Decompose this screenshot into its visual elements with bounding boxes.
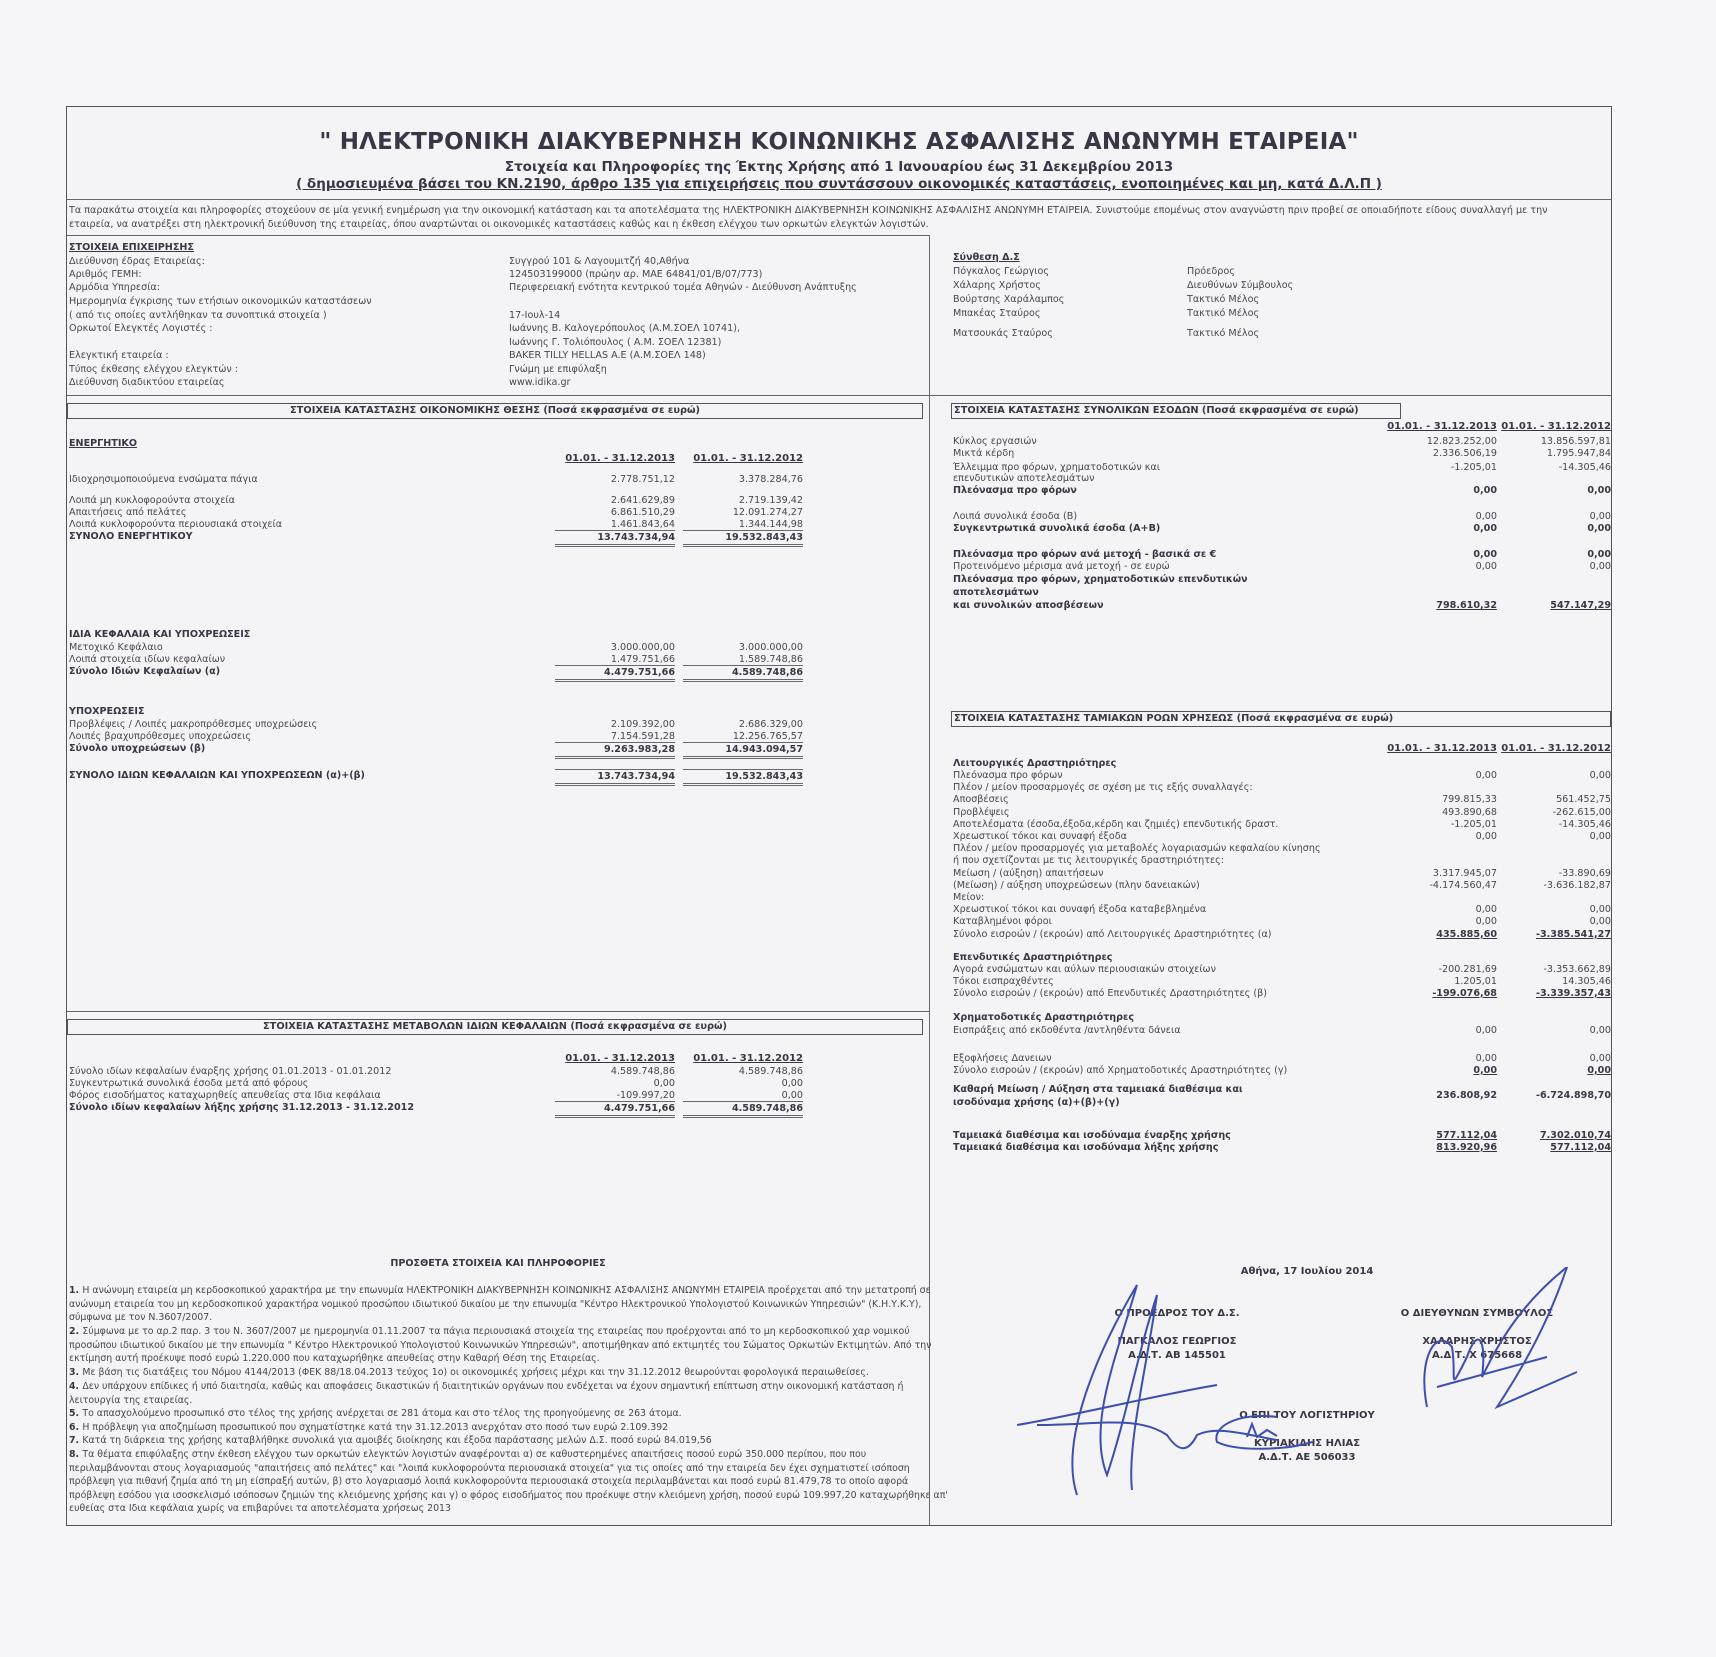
note-item [69,1284,949,1325]
equity-changes-title: ΣΤΟΙΧΕΙΑ ΚΑΤΑΣΤΑΣΗΣ ΜΕΤΑΒΟΛΩΝ ΙΔΙΩΝ ΚΕΦΑΛΑΙΩΝ (Ποσά εκφρασμένα σε ευρώ) [67,1019,923,1035]
note-number: 7. [69,1435,83,1446]
signatory-role: Ο ΕΠΙ ΤΟΥ ΛΟΓΙΣΤΗΡΙΟΥ [1239,1410,1375,1421]
note-item [69,1407,949,1421]
investing-row-label: Τόκοι εισπραχθέντες [953,975,1054,987]
ebitda-label: και συνολικών αποσβέσεων [953,600,1104,611]
operating-total-value-2012: -3.385.541,27 [1536,928,1611,940]
asset-row-value-2013: 6.861.510,29 [610,507,675,518]
equity-changes-column-header-2013: 01.01. - 31.12.2013 [565,1053,675,1064]
notes-title: ΠΡΟΣΘΕΤΑ ΣΤΟΙΧΕΙΑ ΚΑΙ ΠΛΗΡΟΦΟΡΙΕΣ [390,1258,606,1269]
cash-opening-value-2012: 7.302.010,74 [1539,1129,1611,1141]
equity-change-row-label: Συγκεντρωτικά συνολικά έσοδα μετά από φόρους [69,1078,309,1089]
divider [67,199,1611,200]
document-title: " ΗΛΕΚΤΡΟΝΙΚΗ ΔΙΑΚΥΒΕΡΝΗΣΗ ΚΟΙΝΩΝΙΚΗΣ ΑΣΦΑΛΙΣΗΣ ΑΝΩΝΥΜΗ ΕΤΑΙΡΕΙΑ" [319,129,1359,155]
operating-row-label: Πλέον / μείον προσαρμογές σε σχέση με τις εξής συναλλαγές: [953,782,1253,794]
cash-closing-value-2012: 577.112,04 [1550,1141,1611,1153]
note-number: 2. [69,1326,83,1337]
operating-row-label: Χρεωστικοί τόκοι και συναφή έξοδα καταβεβλημένα [953,904,1207,916]
signatory-id: Α.Δ.Τ. ΑΕ 506033 [1258,1452,1356,1463]
liability-row-label: Λοιπές βραχυπρόθεσμες υποχρεώσεις [69,731,251,742]
operating-row-label: Μείον: [953,892,985,903]
liability-row-value-2012: 2.686.329,00 [738,719,803,730]
company-info-value: 17-Ιουλ-14 [509,310,561,321]
intro-line: εταιρεία, να ανατρέξει στη ηλεκτρονική διεύθυνση της εταιρείας, όπου αναρτώνται οι οικονομικές καταστάσεις καθώς και η έκθεση ελέγχου των ορκωτών ελεγκτών λογιστών. [69,219,929,230]
operating-row-label: Χρεωστικοί τόκοι και συναφή έξοδα [953,831,1127,842]
signatory-id: Α.Δ.Τ. ΑΒ 145501 [1128,1350,1226,1361]
operating-row-label: Πλεόνασμα προ φόρων [953,770,1063,781]
note-item [69,1325,949,1366]
income-row-value-2012: 1.795.947,84 [1546,448,1611,459]
investing-row-value-2012: 14.305,46 [1562,975,1611,987]
note-text: Σύμφωνα με το αρ.2 παρ. 3 του Ν. 3607/2007 με ημερομηνία 01.11.2007 τα πάγια περιουσιακά στοιχεία της εταιρείας που προέρχονται από το μη κερδοσκοπικού χαρ νομικού προσώπου ιδιωτικού δικαίου με την επωνυμία " Κέντρο Ηλεκτρονικού Υπολογιστού Κοινωνικών Υπηρεσιών", αποτιμήθηκαν από εκτιμητές του Σώματος Ορκωτών Εκτιμητών. Από την εκτίμηση αυτή προέκυψε ποσό ευρώ 1.220.000 που καταχωρήθηκε απευθείας στην Καθαρή Θέση της Εταιρείας. [69,1326,932,1365]
chairman-signature-scribble [1017,1275,1277,1505]
assets-total-label: ΣΥΝΟΛΟ ΕΝΕΡΓΗΤΙΚΟΥ [69,531,193,542]
cashflow-column-header-2013: 01.01. - 31.12.2013 [1387,743,1497,754]
equity-row-value-2013: 1.479.751,66 [610,654,675,665]
assets-total-value-2013: 13.743.734,94 [555,530,675,547]
equity-change-row-value-2012: 0,00 [781,1090,803,1101]
investing-total-label: Σύνολο εισροών / (εκροών) από Επενδυτικές Δραστηριότητες (β) [953,987,1267,999]
financing-row-value-2013: 0,00 [1475,1024,1497,1036]
operating-row-label: Μείωση / (αύξηση) απαιτήσεων [953,867,1104,879]
asset-row-value-2012: 2.719.139,42 [738,495,803,506]
equity-row-value-2012: 3.000.000,00 [738,642,803,653]
board-member-role: Πρόεδρος [1187,266,1235,277]
divider [67,235,929,236]
operating-row-value-2012: 0,00 [1589,831,1611,842]
signatory-role: Ο ΠΡΟΕΔΡΟΣ ΤΟΥ Δ.Σ. [1114,1308,1240,1319]
cash-opening-value-2013: 577.112,04 [1436,1129,1497,1141]
divider [929,395,1611,396]
equity-row-value-2012: 1.589.748,86 [738,654,803,665]
income-row-value-2013: 2.336.506,19 [1432,448,1497,459]
liabilities-total-value-2013: 9.263.983,28 [555,742,675,759]
note-item [69,1421,949,1435]
equity-change-row-value-2013: -109.997,20 [616,1090,675,1101]
note-text: Με βάση τις διατάξεις του Νόμου 4144/2013 (ΦΕΚ 88/18.04.2013 τεύχος 1ο) οι οικονομικές χρήσεις μέχρι και την 31.12.2012 θεωρούνται φορολογικά περαιωθείσες. [82,1367,869,1378]
income-column-header-2012: 01.01. - 31.12.2012 [1501,421,1611,432]
board-member-name: Πόγκαλος Γεώργιος [953,266,1050,277]
signatory-name: ΠΑΓΚΑΛΟΣ ΓΕΩΡΓΙΟΣ [1117,1336,1237,1347]
investing-total-value-2012: -3.339.357,43 [1536,987,1611,999]
cashflow-title: ΣΤΟΙΧΕΙΑ ΚΑΤΑΣΤΑΣΗΣ ΤΑΜΙΑΚΩΝ ΡΟΩΝ ΧΡΗΣΕΩΣ (Ποσά εκφρασμένα σε ευρώ) [951,711,1611,727]
asset-row-value-2013: 2.641.629,89 [610,495,675,506]
note-text: Το απασχολούμενο προσωπικό στο τέλος της χρήσης ανέρχεται σε 281 άτομα και στο τέλος της προηγούμενης σε 263 άτομα. [82,1408,682,1419]
cash-closing-value-2013: 813.920,96 [1436,1141,1497,1153]
signatory-name: ΧΑΛΑΡΗΣ ΧΡΗΣΤΟΣ [1422,1336,1532,1347]
board-member-name: Μπακέας Σταύρος [953,308,1041,319]
ebitda-value-2012: 547.147,29 [1550,600,1611,611]
asset-row-label: Ιδιοχρησιμοποιούμενα ενσώματα πάγια [69,474,258,485]
equity-row-label: Μετοχικό Κεφάλαιο [69,642,163,653]
investing-row-value-2013: 1.205,01 [1454,975,1497,987]
company-info-label: Ημερομηνία έγκρισης των ετήσιων οικονομικών καταστάσεων [69,296,372,307]
note-text: Κατά τη διάρκεια της χρήσης καταβλήθηκε συνολικά για αμοιβές διοίκησης και έξοδα παράστασης μελών Δ.Σ. ποσό ευρώ 84.019,56 [82,1435,712,1446]
income-row-value-2012: 0,00 [1589,561,1611,572]
operating-row-label: Πλέον / μείον προσαρμογές για μεταβολές λογαριασμών κεφαλαίου κίνησης [953,843,1321,855]
equity-change-row-value-2012: 0,00 [781,1078,803,1089]
income-row-value-2013: 0,00 [1475,511,1497,522]
income-row-value-2013: 0,00 [1475,561,1497,572]
grand-total-value-2013: 13.743.734,94 [555,769,675,786]
assets-total-value-2012: 19.532.843,43 [683,530,803,547]
company-info-value: www.idika.gr [509,377,571,388]
operating-row-value-2012: 561.452,75 [1556,794,1611,806]
note-text: Η πρόβλεψη για αποζημίωση προσωπικού που σχηματίστηκε κατά την 31.12.2013 ανερχόταν στο ποσό των ευρώ 2.109.392 [82,1422,669,1433]
cash-opening-label: Ταμειακά διαθέσιμα και ισοδύναμα έναρξης χρήσης [953,1129,1231,1141]
financing-row-value-2012: 0,00 [1589,1024,1611,1036]
board-member-role: Τακτικό Μέλος [1187,308,1260,319]
company-info-label: Αριθμός ΓΕΜΗ: [69,269,142,280]
investing-row-label: Αγορά ενσώματων και αύλων περιουσιακών στοιχείων [953,963,1216,975]
income-row-label: Πλεόνασμα προ φόρων [953,485,1077,496]
divider [67,395,929,396]
investing-heading: Επενδυτικές Δραστηριότηρες [953,951,1113,963]
company-info-value: 124503199000 (πρώην αρ. ΜΑΕ 64841/01/Β/07/773) [509,269,763,280]
board-member-role: Τακτικό Μέλος [1187,294,1260,305]
operating-row-value-2012: -3.636.182,87 [1543,879,1611,891]
operating-row-value-2012: 0,00 [1589,904,1611,916]
company-info-label: Τύπος έκθεσης ελέγχου ελεγκτών : [69,364,239,375]
operating-row-label: Προβλέψεις [953,806,1010,818]
place-date: Αθήνα, 17 Ιουλίου 2014 [1240,1266,1374,1277]
note-item [69,1434,949,1448]
signatory-name: ΚΥΡΙΑΚΙΔΗΣ ΗΛΙΑΣ [1253,1438,1361,1449]
asset-row-value-2012: 1.344.144,98 [738,519,803,530]
company-info-label: Αρμόδια Υπηρεσία: [69,282,160,293]
document-subtitle: Στοιχεία και Πληροφορίες της Έκτης Χρήσης από 1 Ιανουαρίου έως 31 Δεκεμβρίου 2013 [504,159,1174,175]
equity-row-label: Λοιπά στοιχεία ιδίων κεφαλαίων [69,654,226,665]
signatory-id: Α.Δ.Τ. Χ 675668 [1431,1350,1523,1361]
investing-row-value-2013: -200.281,69 [1438,963,1497,975]
note-item [69,1448,949,1516]
operating-row-value-2013: 493.890,68 [1442,806,1497,818]
financing-total-value-2013: 0,00 [1473,1064,1497,1076]
investing-row-value-2012: -3.353.662,89 [1543,963,1611,975]
asset-row-label: Απαιτήσεις από πελάτες [69,507,187,518]
financing-total-value-2012: 0,00 [1587,1064,1611,1076]
equity-total-value-2012: 4.589.748,86 [683,665,803,682]
note-text: Δεν υπάρχουν επίδικες ή υπό διαιτησία, καθώς και αποφάσεις δικαστικών ή διαιτητικών οργάνων που ενδέχεται να έχουν σημαντική επίπτωση στην οικονομική κατάσταση ή λειτουργία της εταιρείας. [69,1381,904,1406]
financing-row-value-2012: 0,00 [1589,1052,1611,1064]
financing-row-label: Εξοφλήσεις Δανειων [953,1052,1052,1064]
ebitda-value-2013: 798.610,32 [1436,600,1497,611]
income-row-label: Μικτά κέρδη [953,448,1015,459]
income-row-label: Προτεινόμενο μέρισμα ανά μετοχή - σε ευρώ [953,561,1170,572]
income-row-label: Κύκλος εργασιών [953,436,1037,447]
signatory-role: Ο ΔΙΕΥΘΥΝΩΝ ΣΥΜΒΟΥΛΟΣ [1400,1308,1554,1319]
liability-row-value-2013: 2.109.392,00 [610,719,675,730]
note-number: 1. [69,1285,83,1296]
operating-row-value-2013: -4.174.560,47 [1429,879,1497,891]
liabilities-total-value-2012: 14.943.094,57 [683,742,803,759]
note-item [69,1380,949,1407]
net-change-label: Καθαρή Μείωση / Αύξηση στα ταμειακά διαθέσιμα και [953,1083,1243,1095]
company-info-label: ( από τις οποίες αντλήθηκαν τα συνοπτικά στοιχεία ) [69,310,327,321]
company-info-value: Ιωάννης Γ. Τολιόπουλος ( Α.Μ. ΣΟΕΛ 12381) [509,337,722,348]
balance-sheet-column-header-2012: 01.01. - 31.12.2012 [693,453,803,464]
liability-row-value-2012: 12.256.765,57 [732,731,803,742]
financial-statement-document [66,106,1612,1526]
company-info-value: BAKER TILLY HELLAS A.E (Α.Μ.ΣΟΕΛ 148) [509,350,706,361]
equity-change-row-value-2013: 4.589.748,86 [610,1066,675,1077]
note-number: 3. [69,1367,83,1378]
company-info-label: Διεύθυνση διαδικτύου εταιρείας [69,377,225,388]
asset-row-value-2013: 1.461.843,64 [610,519,675,530]
assets-heading: ΕΝΕΡΓΗΤΙΚΟ [69,438,138,449]
operating-heading: Λειτουργικές Δραστηριότηρες [953,758,1117,769]
note-text: Τα θέματα επιφύλαξης στην έκθεση ελέγχου των ορκωτών ελεγκτών λογιστών αναφέρονται α) σε καθυστερημένες απαιτήσεις ποσού ευρώ 350.000 περίπου, που που περιλαμβάνονται στους λογαριασμούς "απαιτήσεις από πελάτες" και "λοιπά κυκλοφορούντα περιουσιακά στοιχεία" για τις οποίες από την εταιρεία δεν έχει σχηματιστεί ισόποση πρόβλεψη για πιθανή ζημία από τη μη είσπραξή αυτών, β) στο λογαριασμό λοιπά κυκλοφορούντα περιουσιακά στοιχεία περιλαμβάνεται και ποσό ευρώ 81.479,78 το οποίο αφορά πρόβλεψη εσόδου για ισοσκελισμό ισόποσων ζημιών της κλειόμενης χρήσης και γ) ο φόρος εισοδήματος που προέκυψε στην κλειόμενη χρήση, ποσού ευρώ 109.997,20 καταχωρήθηκε απ' ευθείας στα Ιδια κεφάλαια χωρίς να επιβαρύνει τα αποτελέσματα χρήσεως 2013 [69,1449,948,1515]
operating-row-value-2013: 3.317.945,07 [1432,867,1497,879]
income-row-value-2013: 0,00 [1473,485,1497,496]
operating-row-value-2012: -262.615,00 [1552,806,1611,818]
operating-row-value-2013: 0,00 [1475,904,1497,916]
operating-row-value-2013: 0,00 [1475,770,1497,781]
net-change-value-2012: -6.724.898,70 [1536,1089,1611,1101]
board-member-name: Βούρτσης Χαράλαμπος [953,294,1065,305]
financing-total-label: Σύνολο εισροών / (εκροών) από Χρηματοδοτικές Δραστηριότητες (γ) [953,1064,1288,1076]
operating-row-label: Αποσβέσεις [953,794,1009,806]
cashflow-column-header-2012: 01.01. - 31.12.2012 [1501,743,1611,754]
financing-row-value-2013: 0,00 [1475,1052,1497,1064]
operating-row-value-2013: -1.205,01 [1450,818,1497,830]
operating-row-value-2012: -33.890,69 [1558,867,1611,879]
income-row-value-2012: -14.305,46 [1558,462,1611,473]
operating-row-value-2012: 0,00 [1589,770,1611,781]
liability-row-value-2013: 7.154.591,28 [610,731,675,742]
net-change-value-2013: 236.808,92 [1436,1089,1497,1101]
liability-row-label: Προβλέψεις / Λοιπές μακροπρόθεσμες υποχρεώσεις [69,719,318,730]
operating-row-label: Αποτελέσματα (έσοδα,έξοδα,κέρδη και ζημιές) επενδυτικής δραστ. [953,818,1279,830]
liabilities-total-label: Σύνολο υποχρεώσεων (β) [69,743,206,754]
board-member-name: Χάλαρης Χρήστος [953,280,1041,291]
board-member-role: Τακτικό Μέλος [1187,328,1260,339]
income-row-value-2012: 0,00 [1589,511,1611,522]
note-number: 4. [69,1381,83,1392]
company-info-label: Ελεγκτική εταιρεία : [69,350,169,361]
company-info-value: Συγγρού 101 & Λαγουμιτζή 40,Αθήνα [509,256,690,267]
equity-changes-total-value-2012: 4.589.748,86 [683,1101,803,1118]
operating-row-value-2012: -14.305,46 [1558,818,1611,830]
equity-change-row-label: Σύνολο ιδίων κεφαλαίων έναρξης χρήσης 01.01.2013 - 01.01.2012 [69,1066,392,1077]
income-row-label: Λοιπά συνολικά έσοδα (Β) [953,511,1078,522]
board-member-name: Ματσουκάς Σταύρος [953,328,1053,339]
equity-total-label: Σύνολο Ιδιών Κεφαλαίων (α) [69,666,221,677]
ebitda-label: Πλεόνασμα προ φόρων, χρηματοδοτικών επενδυτικών [953,574,1248,585]
asset-row-label: Λοιπά μη κυκλοφορούντα στοιχεία [69,495,235,506]
financing-heading: Χρηματοδοτικές Δραστηριότηρες [953,1011,1135,1023]
operating-row-value-2013: 0,00 [1475,916,1497,928]
income-row-value-2013: 0,00 [1473,549,1497,560]
income-row-value-2013: 0,00 [1473,523,1497,534]
equity-total-value-2013: 4.479.751,66 [555,665,675,682]
operating-row-value-2013: 0,00 [1475,831,1497,842]
document-legal-basis: ( δημοσιευμένα βάσει του ΚΝ.2190, άρθρο 135 για επιχειρήσεις που συντάσσουν οικονομικές καταστάσεις, ενοποιημένες και μη, κατά Δ.Λ.Π ) [296,176,1382,192]
asset-row-value-2012: 3.378.284,76 [738,474,803,485]
operating-row-value-2013: 799.815,33 [1442,794,1497,806]
income-row-value-2012: 0,00 [1587,523,1611,534]
income-row-value-2012: 13.856.597,81 [1540,436,1611,447]
income-statement-title: ΣΤΟΙΧΕΙΑ ΚΑΤΑΣΤΑΣΗΣ ΣΥΝΟΛΙΚΩΝ ΕΣΟΔΩΝ (Ποσά εκφρασμένα σε ευρώ) [951,403,1401,419]
intro-line: Τα παρακάτω στοιχεία και πληροφορίες στοχεύουν σε μία γενική ενημέρωση για την οικονομική κατάσταση και τα αποτελέσματα της ΗΛΕΚΤΡΟΝΙΚΗ ΔΙΑΚΥΒΕΡΝΗΣΗ ΚΟΙΝΩΝΙΚΗΣ ΑΣΦΑΛΙΣΗΣ ΑΝΩΝΥΜΗ ΕΤΑΙΡΕΙΑ. Συνιστούμε επομένως στον αναγνώστη πριν προβεί σε οποιαδήποτε είδους συναλλαγή με την [69,205,1548,216]
note-text: Η ανώνυμη εταιρεία μη κερδοσκοπικού χαρακτήρα με την επωνυμία ΗΛΕΚΤΡΟΝΙΚΗ ΔΙΑΚΥΒΕΡΝΗΣΗ ΚΟΙΝΩΝΙΚΗΣ ΑΣΦΑΛΙΣΗΣ ΑΝΩΝΥΜΗ ΕΤΑΙΡΕΙΑ προέρχεται από την μετατροπή σε ανώνυμη εταιρεία του μη κερδοσκοπικού χαρακτήρα νομικού προσώπου ιδιωτικού δικαίου με την επωνυμία "Κέντρο Ηλεκτρονικού Υπολογιστού Κοινωνικών Υπηρεσιών" (Κ.Η.Υ.Κ.Υ), σύμφωνα με τον Ν.3607/2007. [69,1285,931,1324]
note-item [69,1366,949,1380]
income-row-label-cont: επενδυτικών αποτελεσμάτων [953,473,1095,484]
company-info-label: Ορκωτοί Ελεγκτές Λογιστές : [69,323,213,334]
income-row-label: Πλεόνασμα προ φόρων ανά μετοχή - βασικά σε € [953,549,1217,560]
income-row-label: Συγκεντρωτικά συνολικά έσοδα (Α+Β) [953,523,1161,534]
equity-change-row-label: Φόρος εισοδήματος καταχωρηθείς απευθείας στα Ιδια κεφάλαια [69,1090,381,1101]
accountant-signature-scribble [1207,1412,1317,1452]
board-heading: Σύνθεση Δ.Σ [953,252,1020,263]
liabilities-heading: ΥΠΟΧΡΕΩΣΕΙΣ [69,706,145,717]
asset-row-label: Λοιπά κυκλοφορούντα περιουσιακά στοιχεία [69,519,283,530]
company-info-label: Διεύθυνση έδρας Εταιρείας: [69,256,205,267]
intro-paragraph [69,204,1599,232]
equity-change-row-value-2013: 0,00 [653,1078,675,1089]
company-info-heading: ΣΤΟΙΧΕΙΑ ΕΠΙΧΕΙΡΗΣΗΣ [69,242,194,253]
financing-row-label: Εισπράξεις από εκδοθέντα /αντληθέντα δάνεια [953,1024,1181,1036]
equity-changes-total-value-2013: 4.479.751,66 [555,1101,675,1118]
equity-change-row-value-2012: 4.589.748,86 [738,1066,803,1077]
company-info-value: Περιφερειακή ενότητα κεντρικού τομέα Αθηνών - Διεύθυνση Ανάπτυξης [509,282,857,293]
operating-row-label: ή που σχετίζονται με τις λειτουργικές δραστηριότητες: [953,855,1225,867]
company-info-value: Ιωάννης Β. Καλογερόπουλος (Α.Μ.ΣΟΕΛ 10741), [509,323,741,334]
asset-row-value-2013: 2.778.751,12 [610,474,675,485]
cash-closing-label: Ταμειακά διαθέσιμα και ισοδύναμα λήξης χρήσης [953,1141,1219,1153]
asset-row-value-2012: 12.091.274,27 [732,507,803,518]
net-change-label: ισοδύναμα χρήσης (α)+(β)+(γ) [953,1096,1120,1108]
equity-changes-total-label: Σύνολο ιδίων κεφαλαίων λήξης χρήσης 31.12.2013 - 31.12.2012 [69,1102,414,1113]
equity-row-value-2013: 3.000.000,00 [610,642,675,653]
company-info-value: Γνώμη με επιφύλαξη [509,364,607,375]
grand-total-label: ΣΥΝΟΛΟ ΙΔΙΩΝ ΚΕΦΑΛΑΙΩΝ ΚΑΙ ΥΠΟΧΡΕΩΣΕΩΝ (α)+(β) [69,770,365,781]
divider [67,1011,929,1012]
grand-total-value-2012: 19.532.843,43 [683,769,803,786]
operating-total-label: Σύνολο εισροών / (εκροών) από Λειτουργικές Δραστηριότητες (α) [953,928,1272,940]
operating-row-label: Καταβλημένοι φόροι [953,916,1052,928]
note-number: 8. [69,1449,83,1460]
income-row-value-2013: -1.205,01 [1450,462,1497,473]
operating-row-label: (Μείωση) / αύξηση υποχρεώσεων (πλην δανειακών) [953,879,1200,891]
note-number: 6. [69,1422,83,1433]
operating-row-value-2012: 0,00 [1589,916,1611,928]
income-column-header-2013: 01.01. - 31.12.2013 [1387,421,1497,432]
equity-changes-column-header-2012: 01.01. - 31.12.2012 [693,1053,803,1064]
income-row-value-2012: 0,00 [1587,485,1611,496]
operating-total-value-2013: 435.885,60 [1436,928,1497,940]
income-row-label: Έλλειμμα προ φόρων, χρηματοδοτικών και [953,462,1160,473]
balance-sheet-title: ΣΤΟΙΧΕΙΑ ΚΑΤΑΣΤΑΣΗΣ ΟΙΚΟΝΟΜΙΚΗΣ ΘΕΣΗΣ (Ποσά εκφρασμένα σε ευρώ) [67,403,923,419]
ceo-signature-scribble [1397,1267,1597,1417]
note-number: 5. [69,1408,83,1419]
ebitda-label: αποτελεσμάτων [953,587,1039,598]
investing-total-value-2013: -199.076,68 [1432,987,1497,999]
income-row-value-2013: 12.823.252,00 [1426,436,1497,447]
income-row-value-2012: 0,00 [1587,549,1611,560]
balance-sheet-column-header-2013: 01.01. - 31.12.2013 [565,453,675,464]
board-member-role: Διευθύνων Σύμβουλος [1187,280,1294,291]
equity-heading: ΙΔΙΑ ΚΕΦΑΛΑΙΑ ΚΑΙ ΥΠΟΧΡΕΩΣΕΙΣ [69,629,251,640]
